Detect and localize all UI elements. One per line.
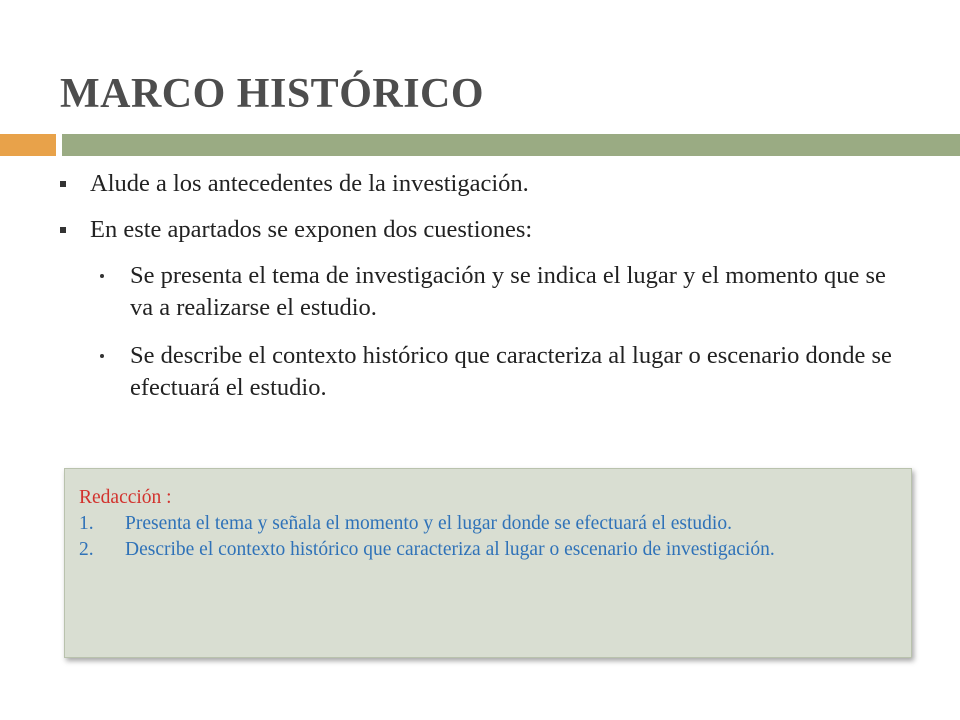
bullet-text: Alude a los antecedentes de la investigación. (90, 170, 529, 197)
note-list (79, 511, 897, 563)
bullet-item (58, 214, 908, 246)
sub-bullet-text: Se presenta el tema de investigación y se indica el lugar y el momento que se va a realizarse el estudio. (130, 262, 886, 321)
dot-bullet-icon (100, 274, 104, 278)
note-item-text: Describe el contexto histórico que caracteriza al lugar o escenario de investigación. (125, 539, 775, 560)
slide-body (58, 168, 908, 420)
note-heading: Redacción : (79, 487, 172, 508)
note-item (79, 511, 897, 537)
bullet-text: En este apartados se exponen dos cuestiones: (90, 216, 533, 243)
square-bullet-icon (60, 227, 66, 233)
dot-bullet-icon (100, 354, 104, 358)
bullet-item (58, 168, 908, 200)
note-item-text: Presenta el tema y señala el momento y el lugar donde se efectuará el estudio. (125, 513, 732, 534)
sub-bullet-text: Se describe el contexto histórico que caracteriza al lugar o escenario donde se efectuará el estudio. (130, 342, 892, 401)
square-bullet-icon (60, 181, 66, 187)
slide-title: MARCO HISTÓRICO (60, 71, 485, 117)
title-rule-accent (0, 134, 56, 156)
sub-bullet-item (58, 260, 908, 324)
note-item (79, 537, 897, 563)
note-item-number: 1. (79, 513, 94, 534)
sub-bullet-item (58, 340, 908, 404)
title-rule (62, 134, 960, 156)
note-item-number: 2. (79, 539, 94, 560)
note-box (64, 468, 912, 658)
